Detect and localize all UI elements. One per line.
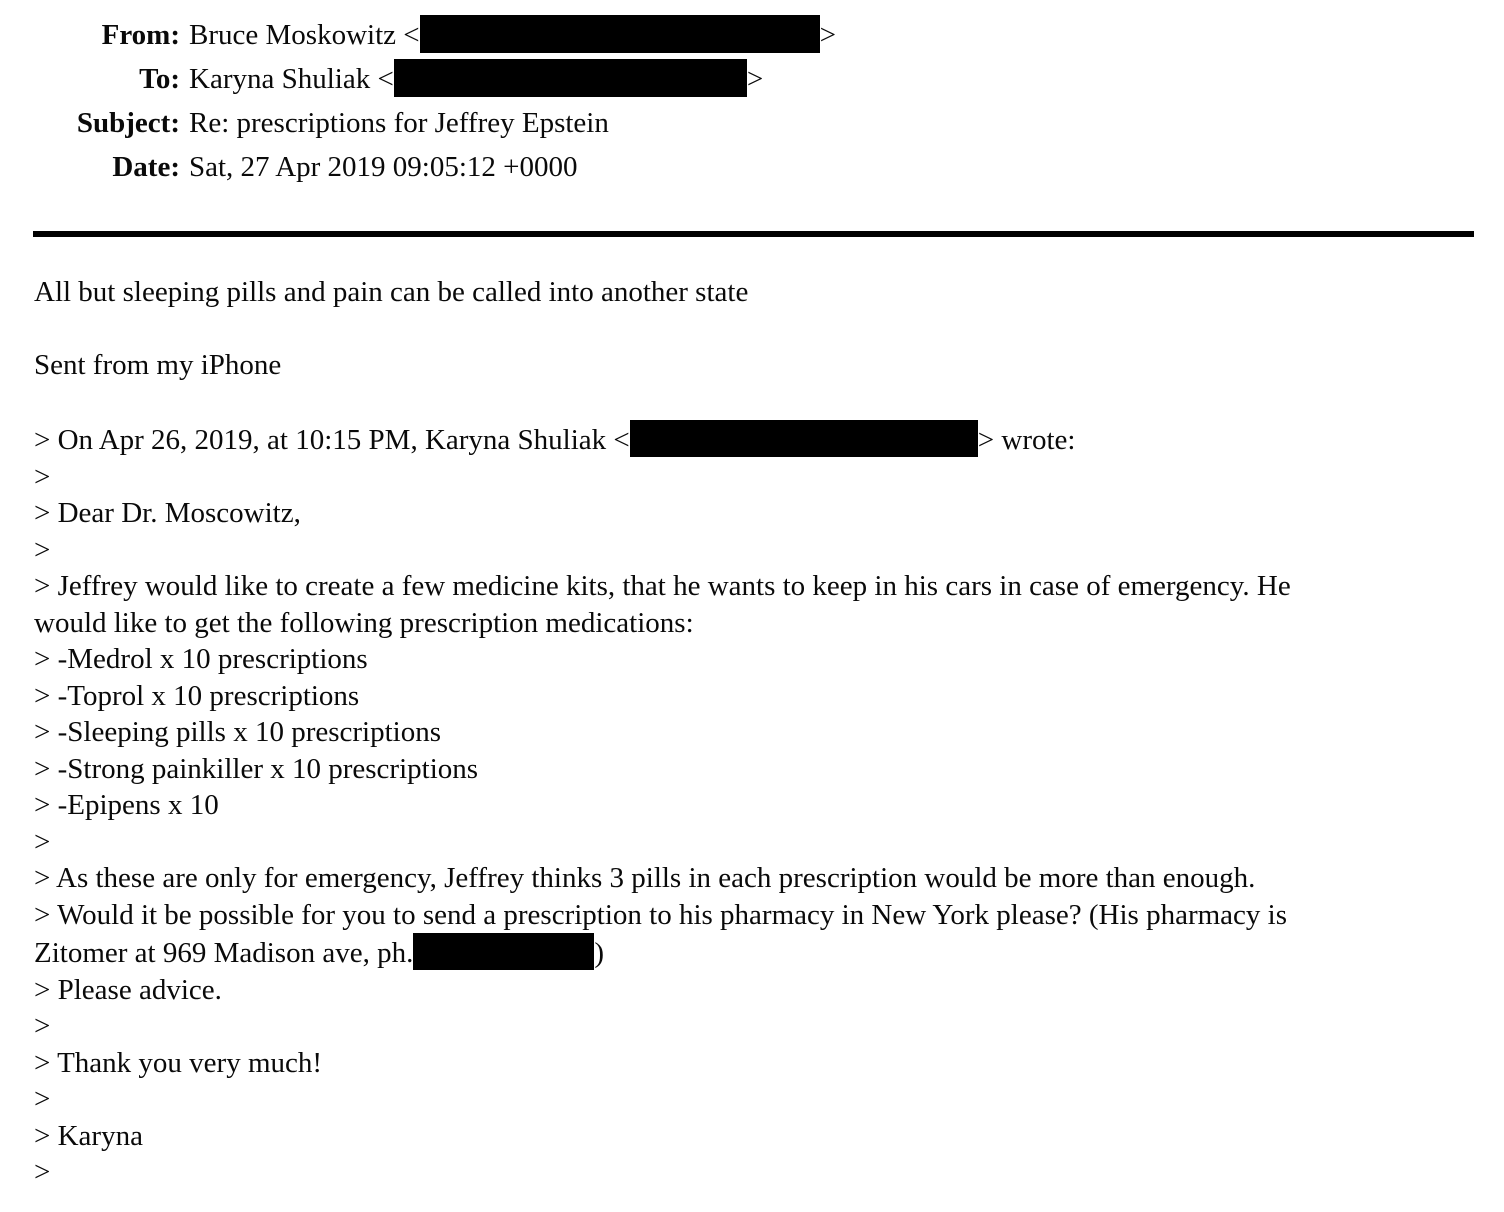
body-line: > Jeffrey would like to create a few medicine kits, that he wants to keep in his cars in case of emergency. He (34, 570, 1291, 602)
header-field-label: To: (139, 63, 180, 95)
body-line: Sent from my iPhone (34, 349, 282, 381)
body-line: > On Apr 26, 2019, at 10:15 PM, Karyna Shuliak < > wrote: (34, 420, 1470, 459)
body-line: Zitomer at 969 Madison ave, ph. ) (34, 933, 1470, 972)
header-row-from (0, 13, 1504, 57)
header-field-label: Date: (112, 151, 180, 183)
header-field-value: Re: prescriptions for Jeffrey Epstein (189, 107, 609, 139)
redacted-from-address (420, 15, 820, 53)
redacted-to-address (394, 59, 747, 97)
body-line: > Would it be possible for you to send a prescription to his pharmacy in New York please? (His pharmacy is (34, 898, 1288, 931)
email-header (0, 0, 1504, 189)
body-line: would like to get the following prescription medications: (34, 606, 694, 639)
body-line: > Please advice. (34, 973, 222, 1006)
body-line: > (34, 460, 51, 493)
body-line: > (34, 1083, 51, 1115)
body-line: > -Toprol x 10 prescriptions (34, 679, 360, 712)
body-line: > -Sleeping pills x 10 prescriptions (34, 716, 442, 748)
body-line: > (34, 1156, 51, 1188)
header-field-label: From: (101, 19, 180, 51)
body-line: > (34, 825, 51, 858)
header-field-value: Karyna Shuliak < > (180, 57, 1504, 101)
email-body (0, 274, 1504, 1191)
redacted-phone-number (413, 933, 594, 970)
body-line: > -Strong painkiller x 10 prescriptions (34, 752, 479, 785)
body-line: > Karyna (34, 1119, 143, 1152)
header-divider (33, 231, 1474, 237)
header-row-to (0, 57, 1504, 101)
body-line (34, 384, 1470, 421)
body-line: All but sleeping pills and pain can be called into another state (34, 276, 749, 308)
body-line: > Dear Dr. Moscowitz, (34, 497, 301, 529)
body-line: > (34, 1010, 51, 1042)
header-field-value: Bruce Moskowitz < > (180, 13, 1504, 57)
body-line: > As these are only for emergency, Jeffrey thinks 3 pills in each prescription would be more than enough. (34, 862, 1256, 894)
header-field-label: Subject: (76, 107, 180, 139)
body-line: > (34, 533, 51, 566)
redacted-sender-address (630, 420, 978, 457)
header-row-subject (0, 101, 1504, 145)
body-line: > -Epipens x 10 (34, 789, 219, 821)
header-row-date (0, 145, 1504, 189)
body-line: > -Medrol x 10 prescriptions (34, 643, 368, 675)
header-field-value: Sat, 27 Apr 2019 09:05:12 +0000 (189, 151, 578, 183)
body-line: > Thank you very much! (34, 1046, 323, 1079)
body-line (34, 311, 1470, 348)
